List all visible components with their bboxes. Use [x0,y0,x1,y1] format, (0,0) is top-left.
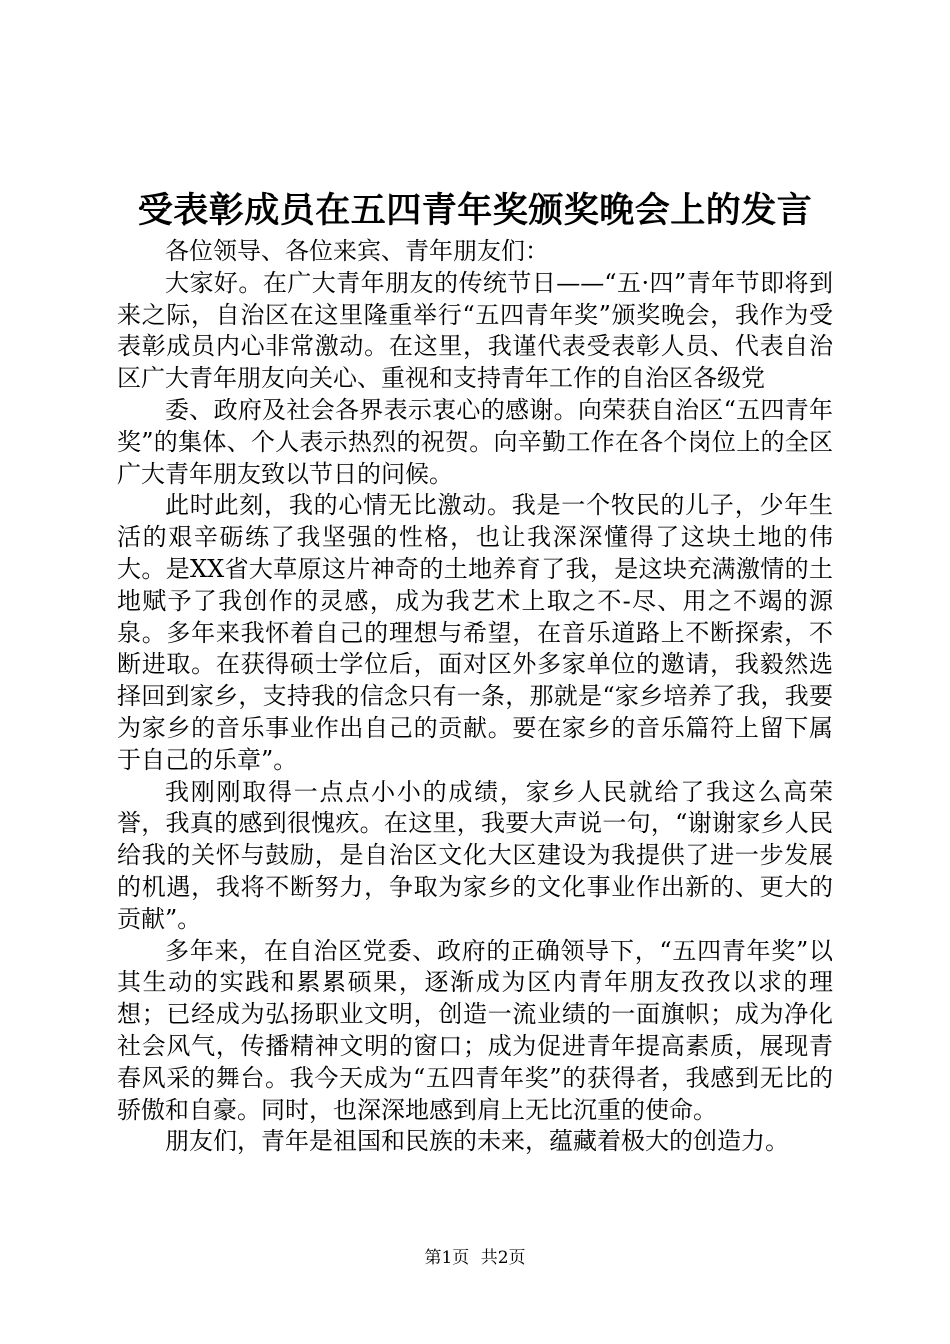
document-body [117,236,833,1158]
paragraph-award-significance: 多年来，在自治区党委、政府的正确领导下，“五四青年奖”以其生动的实践和累累硕果，逐渐成为区内青年朋友孜孜以求的理想；已经成为弘扬职业文明，创造一流业绩的一面旗帜；成为净化社会风气，传播精神文明的窗口；成为促进青年提高素质，展现青春风采的舞台。我今天成为“五四青年奖”的获得者，我感到无比的骄傲和自豪。同时，也深深地感到肩上无比沉重的使命。 [117,936,833,1124]
page-number: 第1页 [424,1248,470,1268]
paragraph-thanks: 委、政府及社会各界表示衷心的感谢。向荣获自治区“五四青年奖”的集体、个人表示热烈的祝贺。向辛勤工作在各个岗位上的全区广大青年朋友致以节日的问候。 [117,395,833,488]
page-total: 共2页 [480,1248,526,1268]
paragraph-gratitude: 我刚刚取得一点点小小的成绩，家乡人民就给了我这么高荣誉，我真的感到很愧疚。在这里，我要大声说一句，“谢谢家乡人民给我的关怀与鼓励，是自治区文化大区建设为我提供了进一步发展的机遇，我将不断努力，争取为家乡的文化事业作出新的、更大的贡献”。 [117,777,833,933]
page-title: 受表彰成员在五四青年奖颁奖晚会上的发言 [137,190,813,231]
paragraph-background: 此时此刻，我的心情无比激动。我是一个牧民的儿子，少年生活的艰辛砺练了我坚强的性格，也让我深深懂得了这块土地的伟大。是XX省大草原这片神奇的土地养育了我，是这块充满激情的土地赋予了我创作的灵感，成为我艺术上取之不-尽、用之不竭的源泉。多年来我怀着自己的理想与希望，在音乐道路上不断探索，不断进取。在获得硕士学位后，面对区外多家单位的邀请，我毅然选择回到家乡，支持我的信念只有一条，那就是“家乡培养了我，我要为家乡的音乐事业作出自己的贡献。要在家乡的音乐篇符上留下属于自己的乐章”。 [117,491,833,774]
paragraph-closing: 朋友们，青年是祖国和民族的未来，蕴藏着极大的创造力。 [165,1127,789,1156]
page-footer [0,1246,950,1270]
paragraph-salutation: 各位领导、各位来宾、青年朋友们： [165,237,549,265]
paragraph-greeting: 大家好。在广大青年朋友的传统节日——“五·四”青年节即将到来之际，自治区在这里隆重举行“五四青年奖”颁奖晚会，我作为受表彰成员内心非常激动。在这里，我谨代表受表彰人员、代表自治区广大青年朋友向关心、重视和支持青年工作的自治区各级党 [117,268,833,393]
